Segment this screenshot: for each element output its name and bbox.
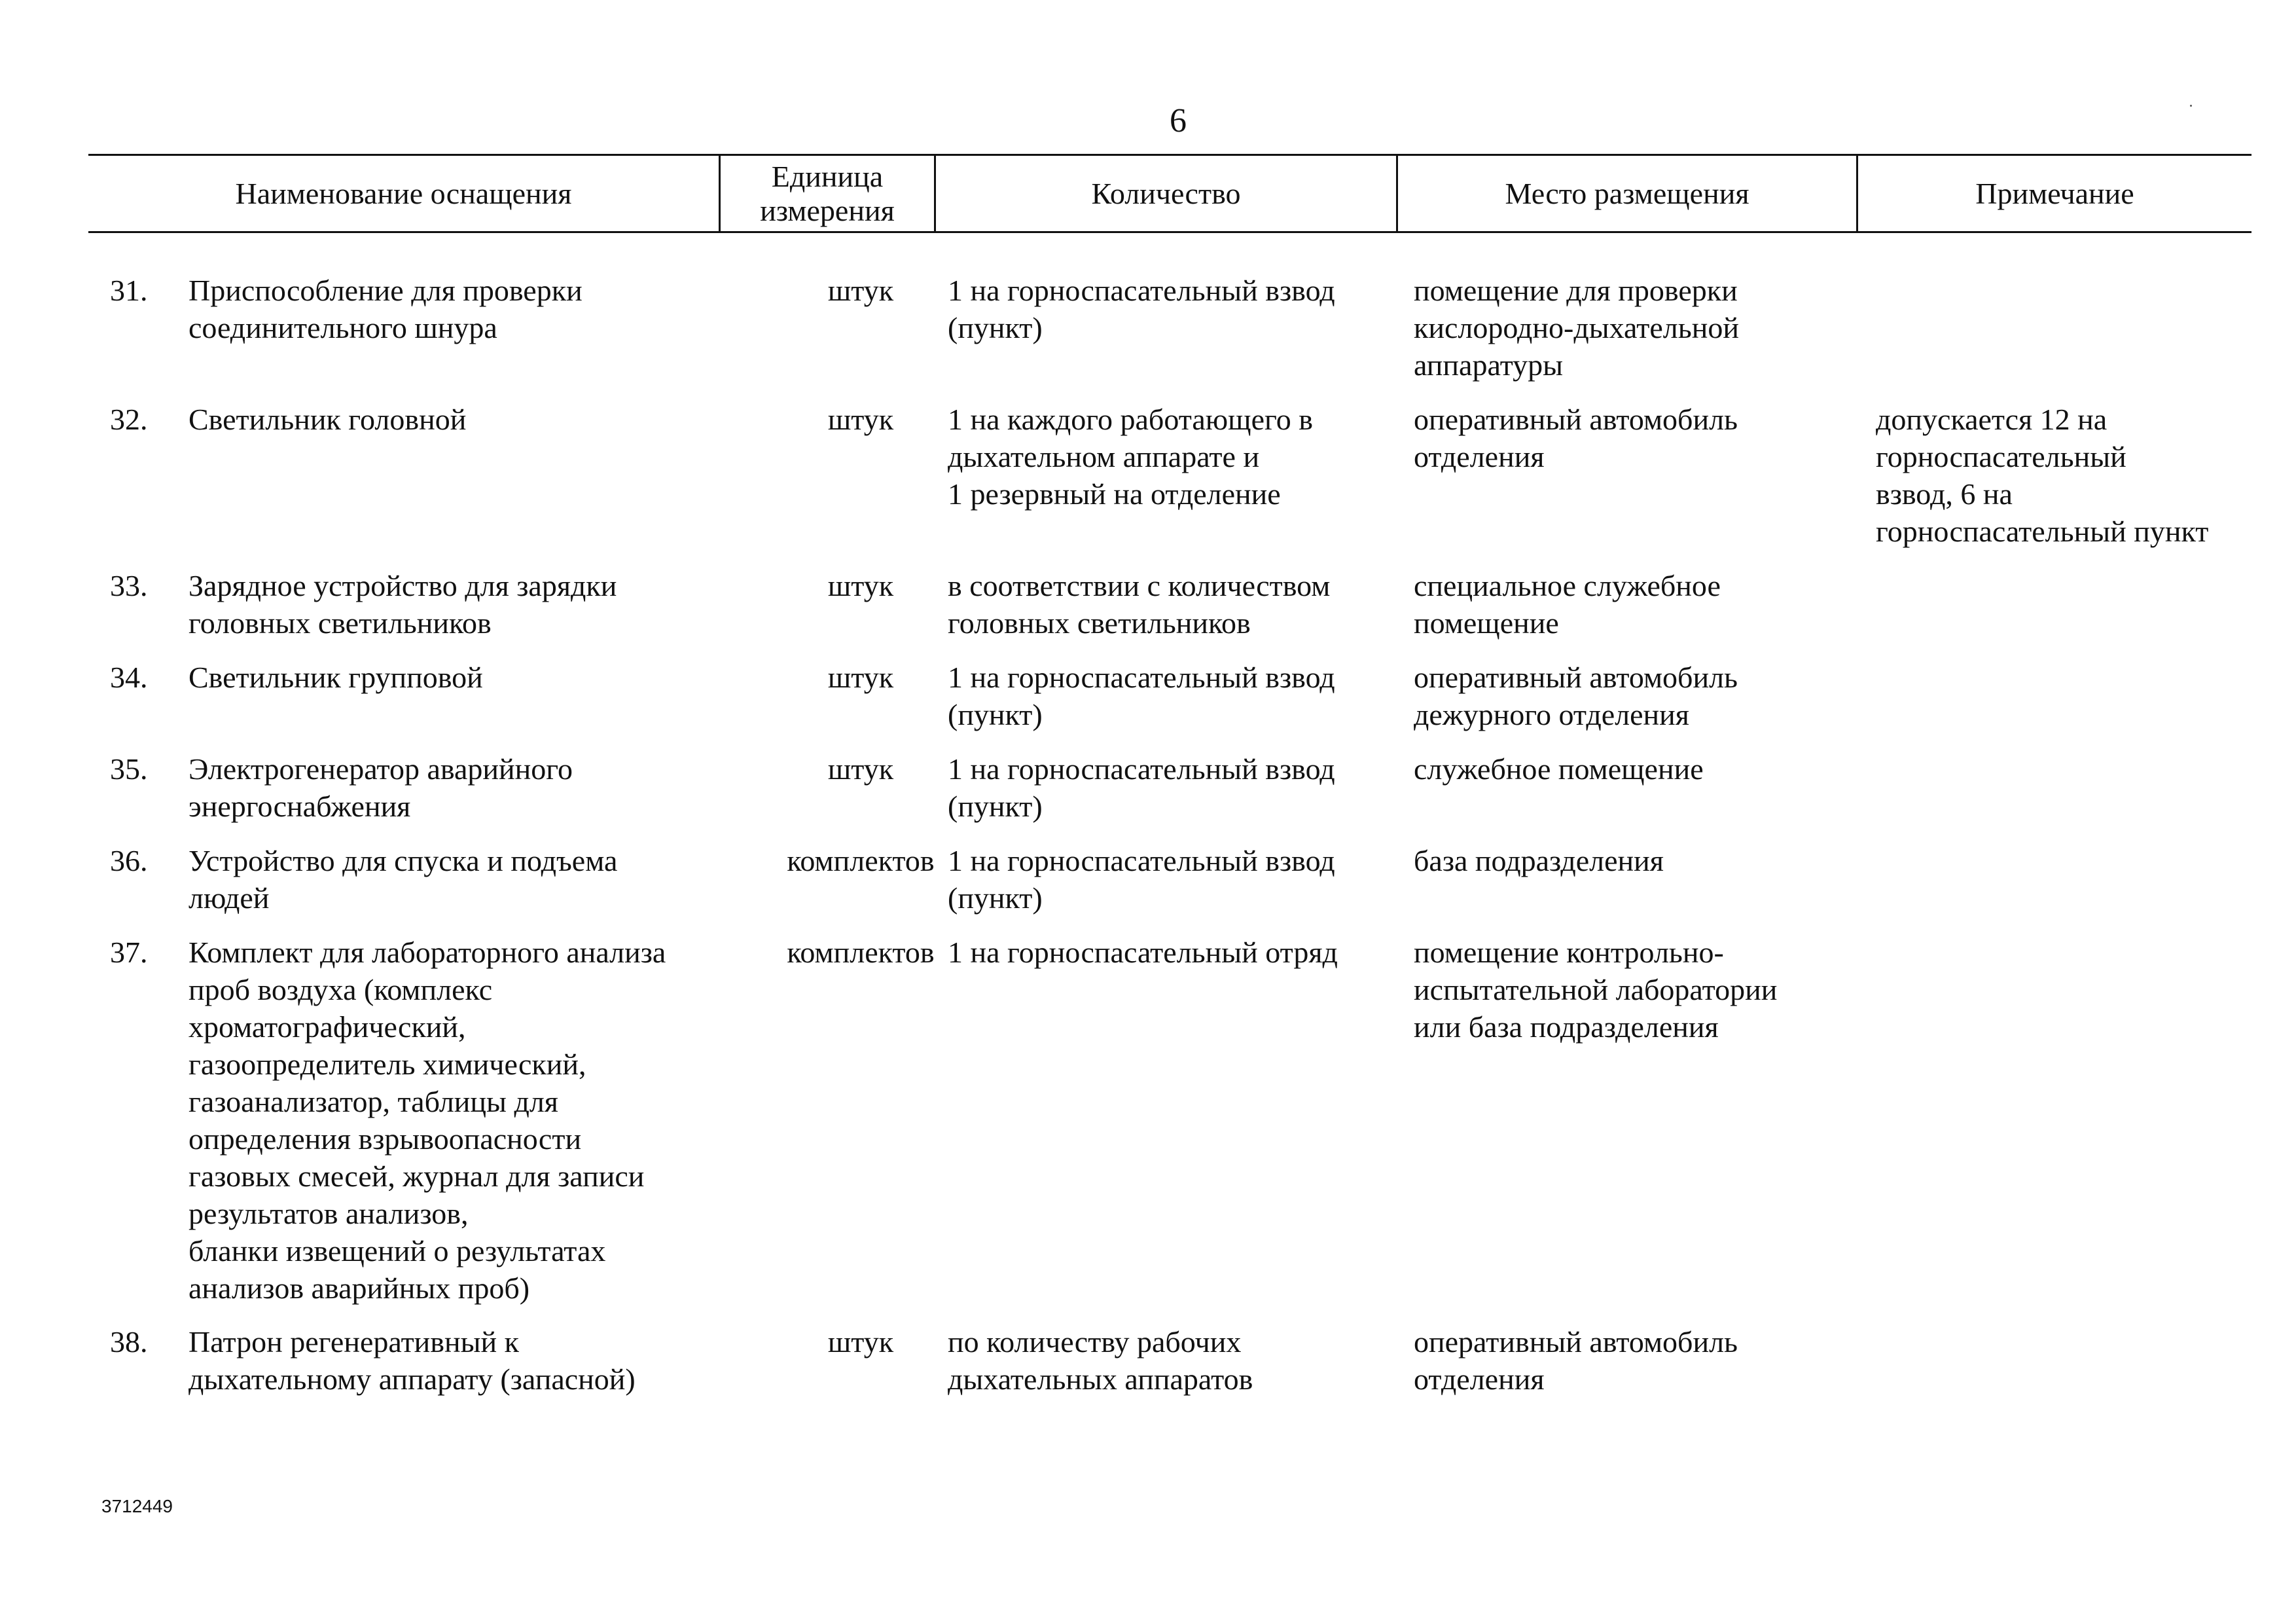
row-name: Зарядное устройство для зарядки головных светильников (188, 569, 617, 640)
row-name: Устройство для спуска и подъема людей (188, 844, 618, 915)
row-location: оперативный автомобиль отделения (1414, 1325, 1738, 1396)
row-quantity: 1 на горноспасательный отряд (948, 936, 1338, 969)
row-quantity: 1 на каждого работающего в дыхательном аппарате и 1 резервный на отделение (948, 403, 1313, 511)
row-location: оперативный автомобиль дежурного отделения (1414, 661, 1738, 731)
page-number: 6 (1170, 102, 1187, 139)
row-quantity: 1 на горноспасательный взвод (пункт) (948, 752, 1335, 823)
header-quantity: Количество (1091, 176, 1241, 210)
document-code: 3712449 (101, 1496, 173, 1516)
row-location: служебное помещение (1414, 752, 1704, 786)
row-name: Патрон регенеративный к дыхательному аппарату (запасной) (188, 1325, 636, 1396)
row-number: 38. (110, 1325, 148, 1359)
row-location: помещение для проверки кислородно-дыхательной аппаратуры (1414, 274, 1739, 382)
row-quantity: по количеству рабочих дыхательных аппаратов (948, 1325, 1253, 1396)
row-quantity: в соответствии с количеством головных светильников (948, 569, 1331, 640)
row-quantity: 1 на горноспасательный взвод (пункт) (948, 661, 1335, 731)
row-number: 37. (110, 936, 148, 969)
row-name: Электрогенератор аварийного энергоснабжения (188, 752, 573, 823)
row-name: Комплект для лабораторного анализа проб воздуха (комплекс хроматографический, газоопределитель химический, газоанализатор, таблицы для определения взрывоопасности газовых смесей, журнал для записи результатов анализов, бланки извещений о результатах анализов аварийных проб) (188, 936, 666, 1305)
row-name: Светильник групповой (188, 661, 483, 694)
row-name: Светильник головной (188, 403, 467, 436)
row-unit: штук (827, 274, 894, 307)
header-unit: Единица измерения (760, 159, 895, 227)
row-number: 34. (110, 661, 148, 694)
row-location: специальное служебное помещение (1414, 569, 1721, 640)
row-number: 35. (110, 752, 148, 786)
scan-mark (2190, 105, 2192, 107)
row-name: Приспособление для проверки соединительного шнура (188, 274, 583, 344)
row-location: оперативный автомобиль отделения (1414, 403, 1738, 473)
row-number: 32. (110, 403, 148, 436)
row-note: допускается 12 на горноспасательный взвод, 6 на горноспасательный пункт (1876, 403, 2209, 548)
row-quantity: 1 на горноспасательный взвод (пункт) (948, 274, 1335, 344)
row-location: база подразделения (1414, 844, 1664, 877)
row-location: помещение контрольно- испытательной лаборатории или база подразделения (1414, 936, 1778, 1044)
table-header-bottom-rule (88, 231, 2251, 233)
row-unit: комплектов (787, 844, 935, 877)
row-quantity: 1 на горноспасательный взвод (пункт) (948, 844, 1335, 915)
row-unit: комплектов (787, 936, 935, 969)
row-unit: штук (827, 752, 894, 786)
header-location: Место размещения (1505, 176, 1749, 210)
header-note: Примечание (1975, 176, 2134, 210)
header-name: Наименование оснащения (235, 176, 572, 210)
row-unit: штук (827, 569, 894, 602)
row-unit: штук (827, 1325, 894, 1359)
row-number: 36. (110, 844, 148, 877)
row-number: 33. (110, 569, 148, 602)
row-unit: штук (827, 661, 894, 694)
row-unit: штук (827, 403, 894, 436)
row-number: 31. (110, 274, 148, 307)
